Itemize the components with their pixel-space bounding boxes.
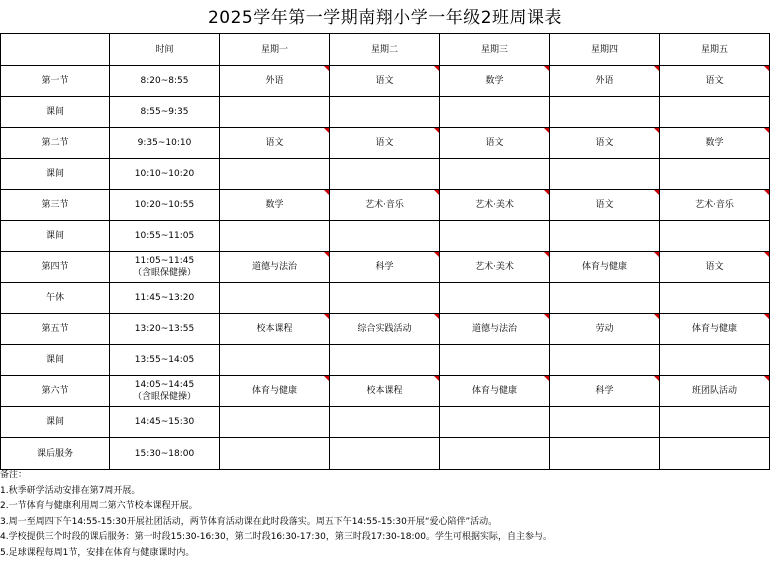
subject-label: 数学 — [485, 76, 504, 86]
subject-cell-monday[interactable] — [220, 190, 330, 221]
period-cell[interactable]: 午休 — [1, 283, 110, 314]
time-range: 15:30~18:00 — [134, 448, 195, 459]
comment-indicator-icon[interactable] — [434, 66, 439, 71]
notes-section — [0, 468, 770, 561]
schedule-row — [1, 190, 770, 221]
subject-cell-wednesday[interactable] — [440, 128, 550, 159]
subject-cell-thursday[interactable] — [550, 252, 660, 283]
subject-label: 语文 — [265, 138, 284, 148]
subject-cell-thursday[interactable] — [550, 376, 660, 407]
subject-cell-monday[interactable] — [220, 283, 330, 314]
subject-cell-friday[interactable] — [660, 376, 770, 407]
subject-label: 语文 — [705, 76, 724, 86]
time-cell[interactable] — [110, 221, 220, 252]
time-cell[interactable] — [110, 128, 220, 159]
schedule-row — [1, 97, 770, 128]
subject-cell-friday[interactable] — [660, 252, 770, 283]
subject-label: 语文 — [595, 138, 614, 148]
subject-cell-thursday[interactable] — [550, 345, 660, 376]
page-title: 2025学年第一学期南翔小学一年级2班周课表 — [207, 8, 563, 28]
schedule-row — [1, 221, 770, 252]
schedule-row — [1, 376, 770, 407]
subject-cell-thursday[interactable] — [550, 97, 660, 128]
comment-indicator-icon[interactable] — [324, 128, 329, 133]
note-item-1: 1.秋季研学活动安排在第7周开展。 — [0, 485, 141, 496]
subject-cell-thursday[interactable] — [550, 314, 660, 345]
subject-cell-friday[interactable] — [660, 97, 770, 128]
subject-cell-tuesday[interactable] — [330, 190, 440, 221]
subject-label: 语文 — [375, 138, 394, 148]
period-cell[interactable]: 第四节 — [1, 252, 110, 283]
subject-cell-monday[interactable] — [220, 97, 330, 128]
comment-indicator-icon[interactable] — [764, 314, 769, 319]
subject-cell-wednesday[interactable] — [440, 97, 550, 128]
time-range: 8:20~8:55 — [140, 76, 189, 86]
comment-indicator-icon[interactable] — [764, 190, 769, 195]
subject-cell-thursday[interactable] — [550, 407, 660, 438]
subject-cell-wednesday[interactable] — [440, 190, 550, 221]
time-range: 8:55~9:35 — [140, 107, 189, 117]
header-corner-cell[interactable] — [1, 34, 110, 66]
comment-indicator-icon[interactable] — [544, 190, 549, 195]
period-cell[interactable]: 课间 — [1, 221, 110, 252]
time-cell[interactable] — [110, 407, 220, 438]
subject-cell-friday[interactable] — [660, 190, 770, 221]
subject-label: 班团队活动 — [691, 386, 737, 396]
subject-cell-thursday[interactable] — [550, 159, 660, 190]
subject-cell-monday[interactable] — [220, 252, 330, 283]
subject-cell-wednesday[interactable] — [440, 438, 550, 470]
schedule-row — [1, 314, 770, 345]
subject-label: 语文 — [375, 76, 394, 86]
comment-indicator-icon[interactable] — [764, 252, 769, 257]
time-range: 9:35~10:10 — [137, 138, 192, 148]
period-cell[interactable]: 课后服务 — [1, 438, 110, 470]
note-item-4: 4.学校提供三个时段的课后服务：第一时段15:30-16:30，第二时段16:30-17:30，第三时段17:30-18:00。学生可根据实际，自主参与。 — [0, 532, 552, 542]
subject-cell-monday[interactable] — [220, 407, 330, 438]
note-item-5: 5.足球课程每周1节，安排在体育与健康课时内。 — [0, 547, 195, 558]
subject-cell-tuesday[interactable] — [330, 128, 440, 159]
subject-label: 艺术·美术 — [475, 262, 514, 272]
comment-indicator-icon[interactable] — [434, 128, 439, 133]
comment-indicator-icon[interactable] — [654, 314, 659, 319]
subject-cell-friday[interactable] — [660, 283, 770, 314]
schedule-row — [1, 438, 770, 470]
comment-indicator-icon[interactable] — [324, 314, 329, 319]
schedule-body — [1, 34, 770, 470]
subject-label: 科学 — [595, 386, 614, 396]
comment-indicator-icon[interactable] — [544, 376, 549, 381]
time-note: （含眼保健操） — [132, 392, 196, 402]
time-cell[interactable] — [110, 283, 220, 314]
subject-label: 校本课程 — [256, 324, 293, 334]
time-range: 13:20~13:55 — [134, 324, 195, 334]
comment-indicator-icon[interactable] — [434, 190, 439, 195]
subject-cell-monday[interactable] — [220, 438, 330, 470]
comment-indicator-icon[interactable] — [654, 376, 659, 381]
time-range: 14:45~15:30 — [134, 417, 195, 427]
comment-indicator-icon[interactable] — [324, 376, 329, 381]
comment-indicator-icon[interactable] — [544, 128, 549, 133]
schedule-row — [1, 345, 770, 376]
subject-label: 语文 — [595, 200, 614, 210]
period-cell[interactable]: 课间 — [1, 159, 110, 190]
subject-cell-monday[interactable] — [220, 221, 330, 252]
comment-indicator-icon[interactable] — [434, 314, 439, 319]
time-range: 11:45~13:20 — [134, 293, 195, 303]
header-day-monday[interactable]: 星期一 — [220, 34, 330, 66]
time-range: 10:10~10:20 — [134, 169, 195, 179]
subject-label: 艺术·音乐 — [695, 200, 734, 210]
subject-cell-tuesday[interactable] — [330, 66, 440, 97]
subject-label: 科学 — [375, 262, 394, 272]
comment-indicator-icon[interactable] — [544, 314, 549, 319]
time-cell[interactable] — [110, 438, 220, 470]
subject-cell-tuesday[interactable] — [330, 345, 440, 376]
subject-cell-wednesday[interactable] — [440, 345, 550, 376]
header-row — [1, 34, 770, 66]
subject-cell-tuesday[interactable] — [330, 97, 440, 128]
schedule-row — [1, 283, 770, 314]
comment-indicator-icon[interactable] — [764, 66, 769, 71]
notes-label: 备注： — [0, 470, 28, 480]
header-time-cell[interactable]: 时间 — [110, 34, 220, 66]
time-cell[interactable] — [110, 190, 220, 221]
subject-cell-wednesday[interactable] — [440, 221, 550, 252]
schedule-row — [1, 159, 770, 190]
schedule-row — [1, 407, 770, 438]
comment-indicator-icon[interactable] — [434, 376, 439, 381]
comment-indicator-icon[interactable] — [544, 66, 549, 71]
subject-cell-friday[interactable] — [660, 314, 770, 345]
subject-cell-tuesday[interactable] — [330, 407, 440, 438]
subject-label: 语文 — [705, 262, 724, 272]
subject-label: 综合实践活动 — [357, 324, 412, 334]
subject-cell-monday[interactable] — [220, 376, 330, 407]
comment-indicator-icon[interactable] — [544, 252, 549, 257]
schedule-row — [1, 252, 770, 283]
comment-indicator-icon[interactable] — [654, 66, 659, 71]
time-note: （含眼保健操） — [132, 268, 196, 278]
subject-label: 体育与健康 — [471, 386, 517, 396]
subject-label: 外语 — [595, 76, 614, 86]
comment-indicator-icon[interactable] — [654, 190, 659, 195]
period-cell[interactable]: 课间 — [1, 407, 110, 438]
subject-cell-tuesday[interactable] — [330, 314, 440, 345]
subject-cell-monday[interactable] — [220, 314, 330, 345]
time-cell[interactable] — [110, 97, 220, 128]
time-range: 10:55~11:05 — [134, 231, 195, 241]
subject-cell-thursday[interactable] — [550, 190, 660, 221]
subject-cell-thursday[interactable] — [550, 66, 660, 97]
subject-cell-wednesday[interactable] — [440, 159, 550, 190]
subject-label: 体育与健康 — [691, 324, 737, 334]
comment-indicator-icon[interactable] — [324, 190, 329, 195]
header-day-friday[interactable]: 星期五 — [660, 34, 770, 66]
time-range: 11:05~11:45 — [134, 256, 195, 266]
subject-cell-thursday[interactable] — [550, 283, 660, 314]
subject-cell-monday[interactable] — [220, 66, 330, 97]
subject-cell-wednesday[interactable] — [440, 283, 550, 314]
header-day-wednesday[interactable]: 星期三 — [440, 34, 550, 66]
comment-indicator-icon[interactable] — [324, 252, 329, 257]
subject-cell-monday[interactable] — [220, 128, 330, 159]
subject-cell-tuesday[interactable] — [330, 376, 440, 407]
subject-label: 体育与健康 — [251, 386, 297, 396]
period-cell[interactable]: 第三节 — [1, 190, 110, 221]
subject-cell-thursday[interactable] — [550, 221, 660, 252]
subject-cell-monday[interactable] — [220, 345, 330, 376]
comment-indicator-icon[interactable] — [324, 66, 329, 71]
period-cell[interactable]: 课间 — [1, 345, 110, 376]
period-cell[interactable]: 课间 — [1, 97, 110, 128]
subject-cell-tuesday[interactable] — [330, 159, 440, 190]
note-item-2: 2.一节体育与健康利用周二第六节校本课程开展。 — [0, 501, 198, 511]
time-cell[interactable] — [110, 314, 220, 345]
subject-cell-friday[interactable] — [660, 438, 770, 470]
subject-cell-friday[interactable] — [660, 221, 770, 252]
subject-label: 劳动 — [595, 324, 614, 334]
time-cell[interactable] — [110, 66, 220, 97]
time-range: 10:20~10:55 — [134, 200, 195, 210]
subject-cell-wednesday[interactable] — [440, 66, 550, 97]
subject-cell-monday[interactable] — [220, 159, 330, 190]
subject-cell-wednesday[interactable] — [440, 314, 550, 345]
subject-cell-friday[interactable] — [660, 128, 770, 159]
subject-cell-friday[interactable] — [660, 407, 770, 438]
subject-cell-tuesday[interactable] — [330, 221, 440, 252]
subject-cell-friday[interactable] — [660, 345, 770, 376]
time-cell[interactable] — [110, 159, 220, 190]
subject-label: 语文 — [485, 138, 504, 148]
subject-cell-wednesday[interactable] — [440, 376, 550, 407]
schedule-row — [1, 66, 770, 97]
note-item-3: 3.周一至周四下午14:55-15:30开展社团活动，两节体育活动课在此时段落实。周五下午14:55-15:30开展“爱心陪伴”活动。 — [0, 516, 498, 527]
time-cell[interactable] — [110, 345, 220, 376]
subject-label: 外语 — [265, 76, 284, 86]
subject-label: 艺术·音乐 — [365, 200, 404, 210]
subject-cell-friday[interactable] — [660, 66, 770, 97]
subject-cell-wednesday[interactable] — [440, 407, 550, 438]
time-cell[interactable] — [110, 376, 220, 407]
schedule-row — [1, 128, 770, 159]
schedule-table — [0, 33, 770, 470]
subject-cell-tuesday[interactable] — [330, 252, 440, 283]
subject-cell-thursday[interactable] — [550, 128, 660, 159]
comment-indicator-icon[interactable] — [434, 252, 439, 257]
subject-label: 数学 — [265, 200, 284, 210]
time-range: 14:05~14:45 — [134, 380, 195, 390]
subject-cell-tuesday[interactable] — [330, 438, 440, 470]
comment-indicator-icon[interactable] — [764, 128, 769, 133]
period-cell[interactable]: 第一节 — [1, 66, 110, 97]
time-range: 13:55~14:05 — [134, 355, 195, 365]
subject-label: 校本课程 — [366, 386, 403, 396]
comment-indicator-icon[interactable] — [654, 252, 659, 257]
header-day-tuesday[interactable]: 星期二 — [330, 34, 440, 66]
subject-label: 道德与法治 — [251, 262, 297, 272]
subject-label: 道德与法治 — [471, 324, 517, 334]
subject-label: 体育与健康 — [581, 262, 627, 272]
time-cell[interactable] — [110, 252, 220, 283]
comment-indicator-icon[interactable] — [764, 376, 769, 381]
header-day-thursday[interactable]: 星期四 — [550, 34, 660, 66]
subject-cell-tuesday[interactable] — [330, 283, 440, 314]
period-cell[interactable]: 第二节 — [1, 128, 110, 159]
period-cell[interactable]: 第六节 — [1, 376, 110, 407]
period-cell[interactable]: 第五节 — [1, 314, 110, 345]
subject-cell-thursday[interactable] — [550, 438, 660, 470]
comment-indicator-icon[interactable] — [654, 128, 659, 133]
subject-label: 艺术·美术 — [475, 200, 514, 210]
subject-label: 数学 — [705, 138, 724, 148]
subject-cell-friday[interactable] — [660, 159, 770, 190]
subject-cell-wednesday[interactable] — [440, 252, 550, 283]
